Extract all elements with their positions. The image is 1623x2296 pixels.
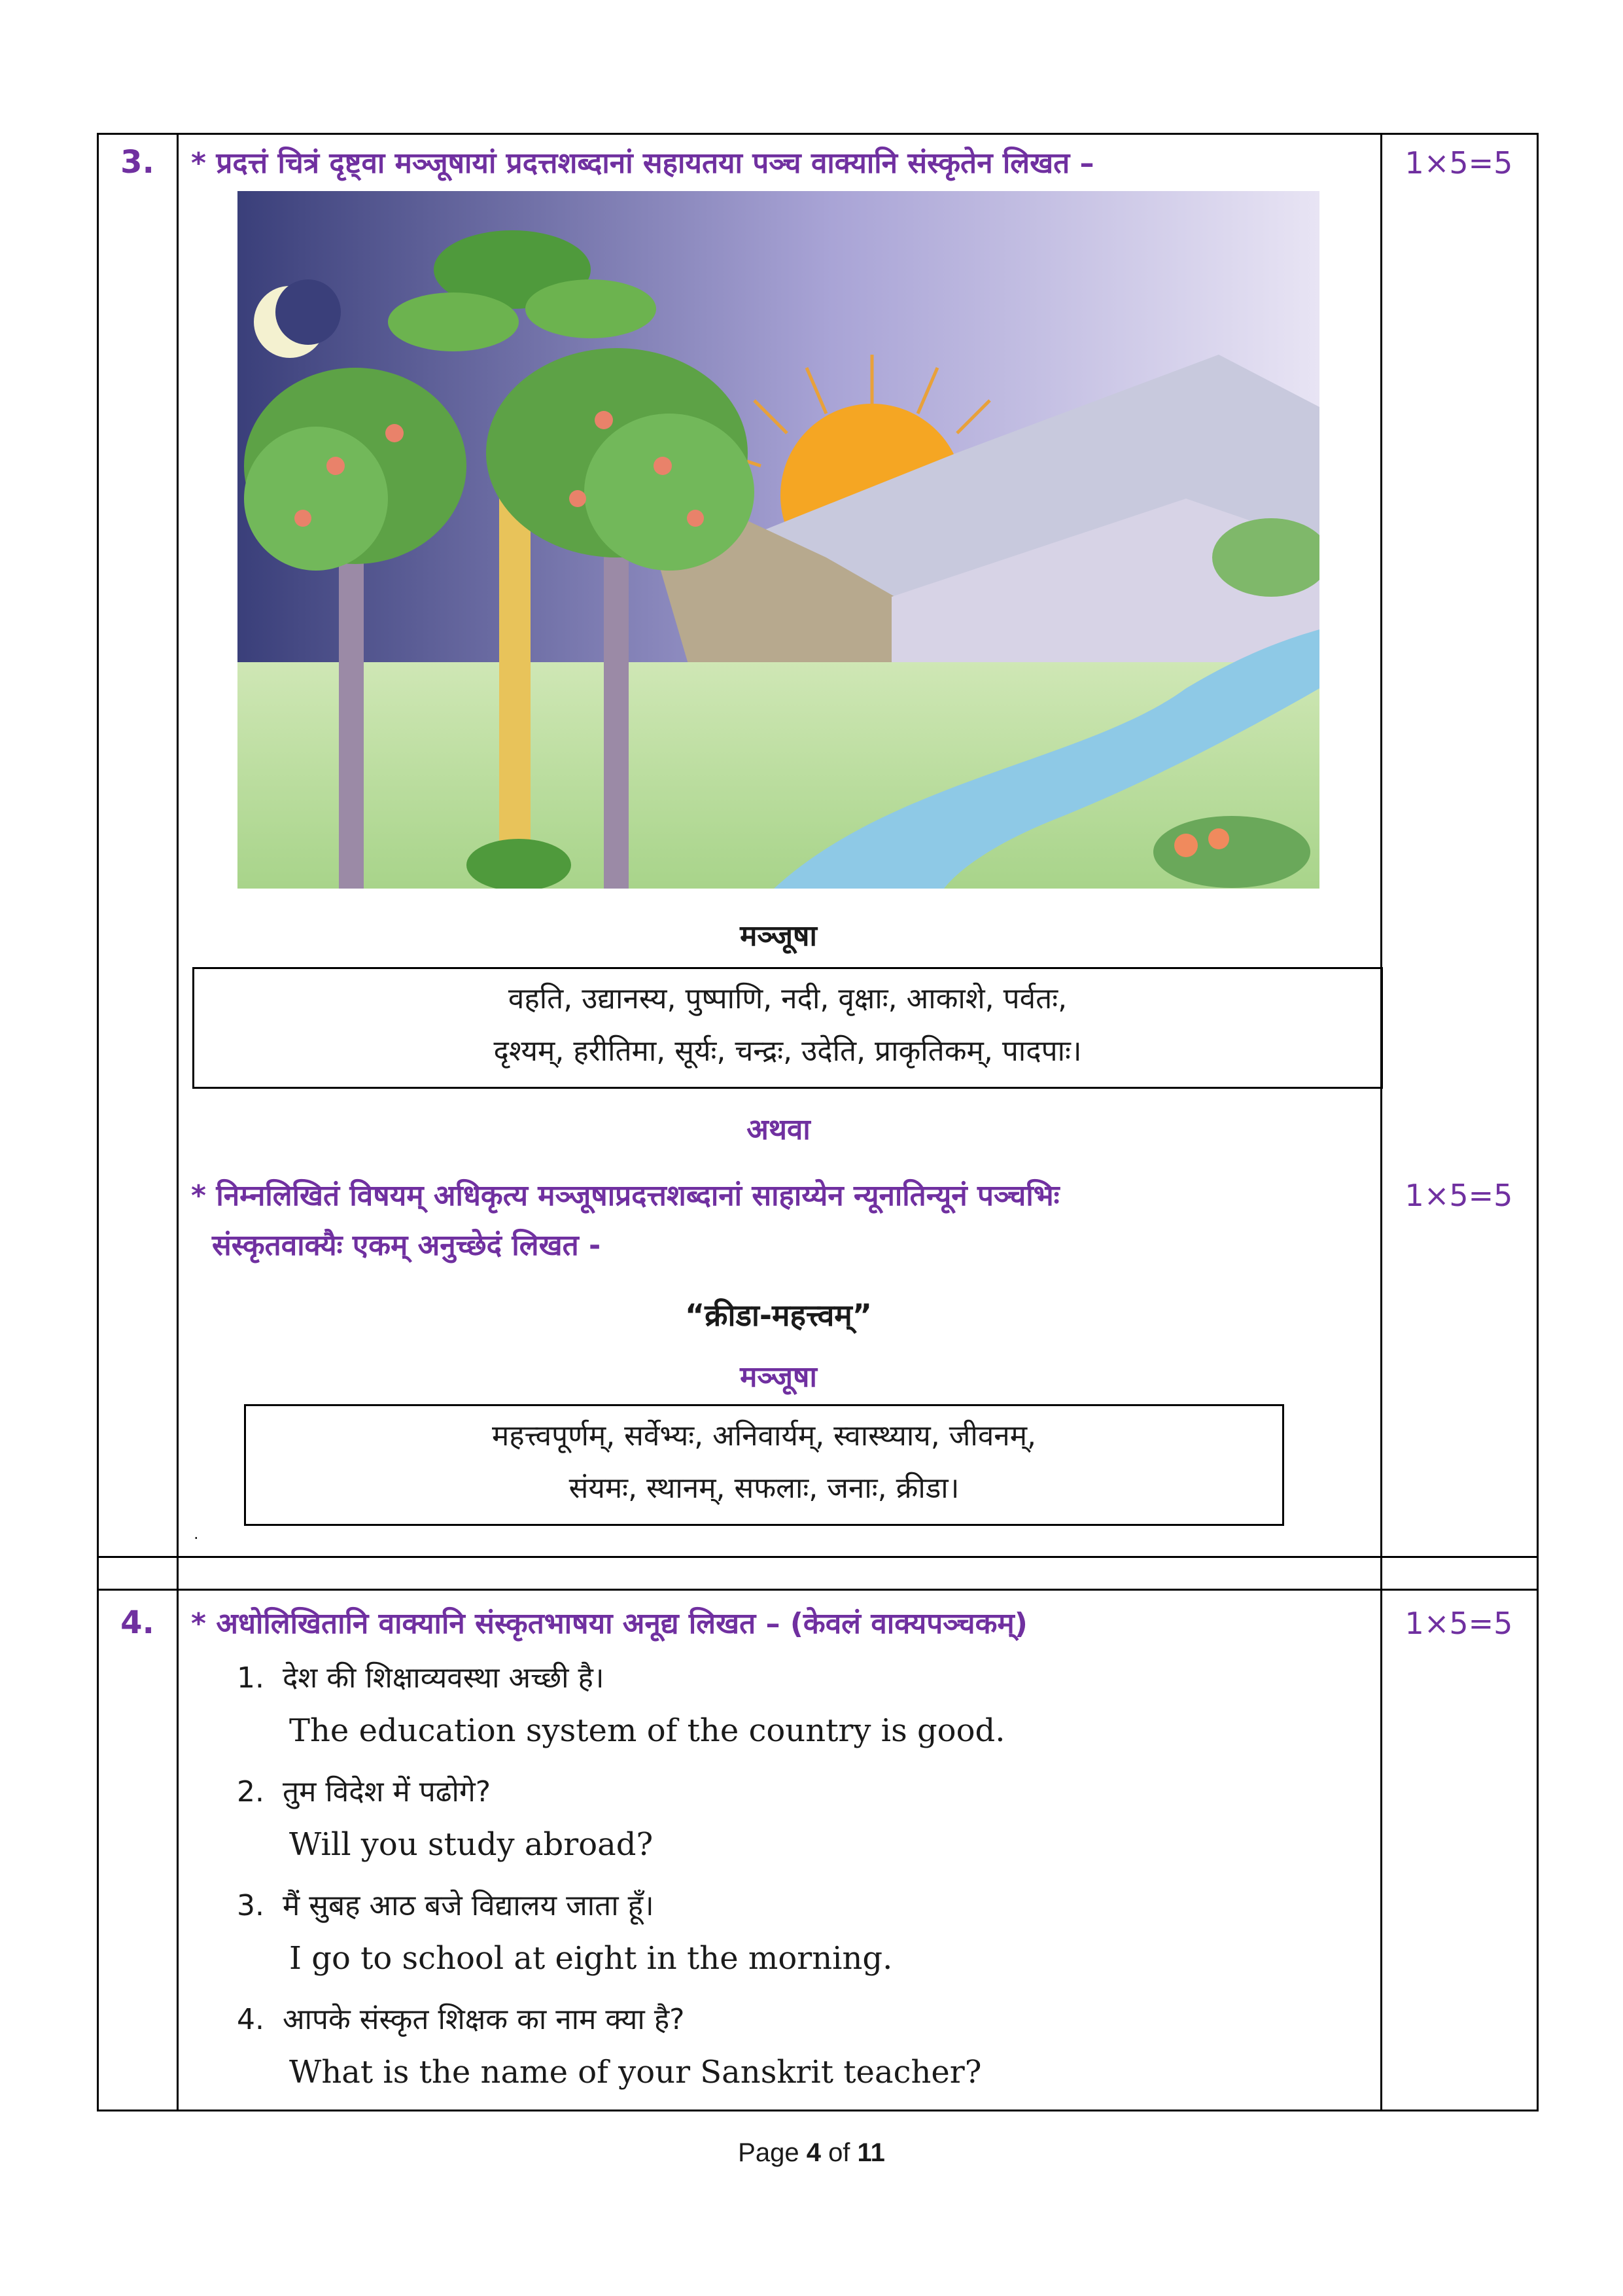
table-row-divider-2	[97, 1589, 1539, 1591]
q4-item-4	[237, 1997, 1375, 2102]
item-number: 2.	[237, 1775, 264, 1809]
item-english: What is the name of your Sanskrit teacher?	[289, 2054, 982, 2091]
q4-instruction: * अधोलिखितानि वाक्यानि संस्कृतभाषया अनूद्य लिखत – (केवलं वाक्यपञ्चकम्)	[191, 1607, 1028, 1640]
item-hindi: मैं सुबह आठ बजे विद्यालय जाता हूँ।	[282, 1889, 654, 1922]
item-english: The education system of the country is good.	[289, 1712, 1005, 1749]
footer-page-number: 4	[806, 2138, 821, 2167]
q3-number: 3.	[120, 144, 154, 181]
word-box-2	[244, 1404, 1284, 1526]
footer-page-total: 11	[857, 2138, 885, 2167]
item-number: 4.	[237, 2003, 264, 2036]
box1-line-2: दृश्यम्, हरीतिमा, सूर्यः, चन्द्रः, उदेति, प्राकृतिकम्, पादपाः।	[493, 1034, 1082, 1068]
item-number: 3.	[237, 1889, 264, 1922]
table-top-border	[97, 133, 1539, 135]
box2-line-1: महत्त्वपूर्णम्, सर्वेभ्यः, अनिवार्यम्, स्वास्थ्याय, जीवनम्,	[491, 1419, 1037, 1453]
or-label: अथवा	[746, 1113, 811, 1146]
alt-instruction-line-2: संस्कृतवाक्यैः एकम् अनुच्छेदं लिखत -	[212, 1229, 601, 1262]
q3-marks: 1×5=5	[1405, 145, 1513, 181]
alt-instruction-line-1: * निम्नलिखितं विषयम् अधिकृत्य मञ्जूषाप्रदत्तशब्दानां साहाय्येन न्यूनातिन्यूनं पञ्चभिः	[191, 1179, 1060, 1212]
footer-page-word: Page	[738, 2138, 799, 2167]
table-row-divider-1	[97, 1556, 1539, 1558]
topic-title: “क्रीडा-महत्त्वम्”	[684, 1298, 873, 1333]
q4-item-2	[237, 1769, 1375, 1874]
item-english: Will you study abroad?	[289, 1826, 654, 1863]
table-left-border	[97, 133, 99, 2111]
item-number: 1.	[237, 1661, 264, 1695]
item-hindi: देश की शिक्षाव्यवस्था अच्छी है।	[282, 1661, 604, 1695]
table-col-divider-2	[1380, 133, 1382, 2111]
footer-of-word: of	[828, 2138, 850, 2167]
page-footer	[0, 2138, 1623, 2168]
q4-number: 4.	[120, 1604, 154, 1641]
item-english: I go to school at eight in the morning.	[289, 1940, 893, 1977]
q4-marks: 1×5=5	[1405, 1606, 1513, 1641]
table-bottom-border	[97, 2110, 1539, 2111]
word-box-1	[192, 967, 1383, 1089]
box1-line-1: वहति, उद्यानस्य, पुष्पाणि, नदी, वृक्षाः, आकाशे, पर्वतः,	[508, 982, 1068, 1016]
stray-dot: .	[194, 1525, 199, 1543]
q3-instruction: * प्रदत्तं चित्रं दृष्ट्वा मञ्जूषायां प्रदत्तशब्दानां सहायतया पञ्च वाक्यानि संस्कृतेन लिखत –	[191, 147, 1094, 180]
alt-marks: 1×5=5	[1405, 1178, 1513, 1213]
q4-item-3	[237, 1883, 1375, 1988]
landscape-illustration	[237, 191, 1319, 889]
box2-line-2: संयमः, स्थानम्, सफलाः, जनाः, क्रीडा।	[568, 1472, 960, 1505]
box1-title: मञ्जूषा	[740, 919, 817, 953]
item-hindi: तुम विदेश में पढोगे?	[282, 1775, 491, 1809]
item-hindi: आपके संस्कृत शिक्षक का नाम क्या है?	[282, 2003, 685, 2036]
box2-title: मञ्जूषा	[740, 1360, 817, 1394]
table-right-border	[1537, 133, 1539, 2111]
q4-item-1	[237, 1655, 1375, 1760]
